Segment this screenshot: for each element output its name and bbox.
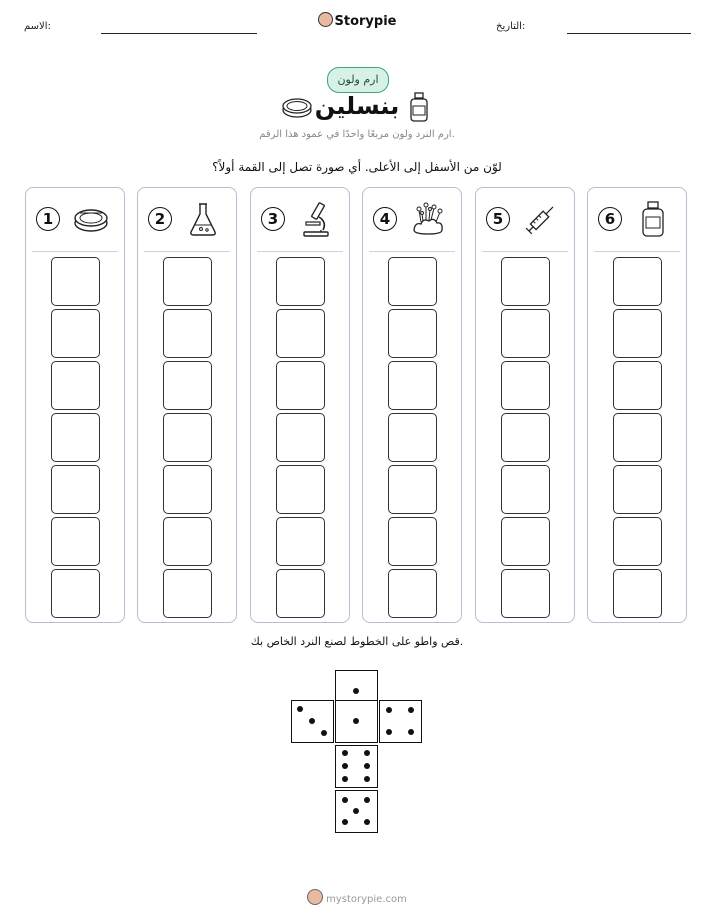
color-square[interactable] [51,517,100,566]
coloring-instruction: لوّن من الأسفل إلى الأعلى. أي صورة تصل إلى القمة أولاً؟ [212,160,502,174]
column-3 [250,187,350,623]
flask-icon [184,200,222,238]
color-square[interactable] [163,517,212,566]
color-square[interactable] [51,361,100,410]
color-square[interactable] [388,309,437,358]
die-pip [408,707,414,713]
die-pip [353,718,359,724]
color-square[interactable] [388,569,437,618]
column-1 [25,187,125,623]
color-square[interactable] [163,569,212,618]
die-face-6 [335,745,378,788]
column-divider [482,251,568,252]
die-pip [364,763,370,769]
column-4 [362,187,462,623]
color-square[interactable] [163,465,212,514]
column-divider [32,251,118,252]
color-square[interactable] [51,257,100,306]
die-pip [342,797,348,803]
color-square[interactable] [388,361,437,410]
color-square[interactable] [501,309,550,358]
color-square[interactable] [388,413,437,462]
color-square[interactable] [613,413,662,462]
color-square[interactable] [388,465,437,514]
date-label: التاريخ: [496,21,526,32]
column-divider [594,251,680,252]
die-pip [297,706,303,712]
brand-name: Storypie [334,14,397,29]
die-pip [364,750,370,756]
die-pip [408,729,414,735]
color-square[interactable] [501,569,550,618]
column-divider [144,251,230,252]
die-pip [342,776,348,782]
die-pip [353,808,359,814]
die-pip [386,707,392,713]
date-line[interactable] [567,33,691,34]
color-square[interactable] [276,569,325,618]
column-number: 4 [373,207,397,231]
die-face-1 [335,700,378,743]
column-5 [475,187,575,623]
color-square[interactable] [276,517,325,566]
die-pip [353,688,359,694]
color-square[interactable] [276,309,325,358]
die-face-4 [379,700,422,743]
color-square[interactable] [276,413,325,462]
vial-icon [634,200,672,238]
brand-logo [0,12,714,29]
footer [0,889,714,905]
color-square[interactable] [501,257,550,306]
roll-color-badge: ارم ولون [327,67,389,93]
color-square[interactable] [276,361,325,410]
die-pip [342,750,348,756]
color-square[interactable] [51,413,100,462]
die-pip [364,819,370,825]
color-square[interactable] [163,309,212,358]
color-square[interactable] [501,465,550,514]
column-number: 3 [261,207,285,231]
color-square[interactable] [163,257,212,306]
cut-instruction: قص واطو على الخطوط لصنع النرد الخاص بك. [250,635,464,648]
color-square[interactable] [388,517,437,566]
color-square[interactable] [501,517,550,566]
column-divider [257,251,343,252]
column-number: 6 [598,207,622,231]
page-title: بنسلين [314,92,400,120]
column-number: 2 [148,207,172,231]
die-pip [309,718,315,724]
column-2 [137,187,237,623]
column-divider [369,251,455,252]
die-pip [342,819,348,825]
petri-dish-icon [72,200,110,238]
color-square[interactable] [51,569,100,618]
color-square[interactable] [613,309,662,358]
column-number: 1 [36,207,60,231]
column-6 [587,187,687,623]
die-pip [364,797,370,803]
die-pip [364,776,370,782]
color-square[interactable] [613,361,662,410]
die-face-5 [335,790,378,833]
storypie-logo-icon [318,12,333,27]
color-square[interactable] [613,569,662,618]
color-square[interactable] [51,465,100,514]
die-pip [386,729,392,735]
color-square[interactable] [501,361,550,410]
page-subtitle: ارم النرد ولون مربعًا واحدًا في عمود هذا الرقم. [259,129,455,140]
color-square[interactable] [501,413,550,462]
color-square[interactable] [163,361,212,410]
color-square[interactable] [613,465,662,514]
color-square[interactable] [276,257,325,306]
color-square[interactable] [388,257,437,306]
mold-icon [409,200,447,238]
color-square[interactable] [613,257,662,306]
color-square[interactable] [613,517,662,566]
name-line[interactable] [101,33,257,34]
name-label: الاسم: [24,21,51,32]
microscope-icon [297,200,335,238]
footer-url: mystorypie.com [326,894,407,905]
die-face-3 [291,700,334,743]
syringe-icon [522,200,560,238]
color-square[interactable] [276,465,325,514]
color-square[interactable] [163,413,212,462]
die-pip [321,730,327,736]
column-number: 5 [486,207,510,231]
color-square[interactable] [51,309,100,358]
storypie-logo-icon [307,889,323,905]
die-pip [342,763,348,769]
